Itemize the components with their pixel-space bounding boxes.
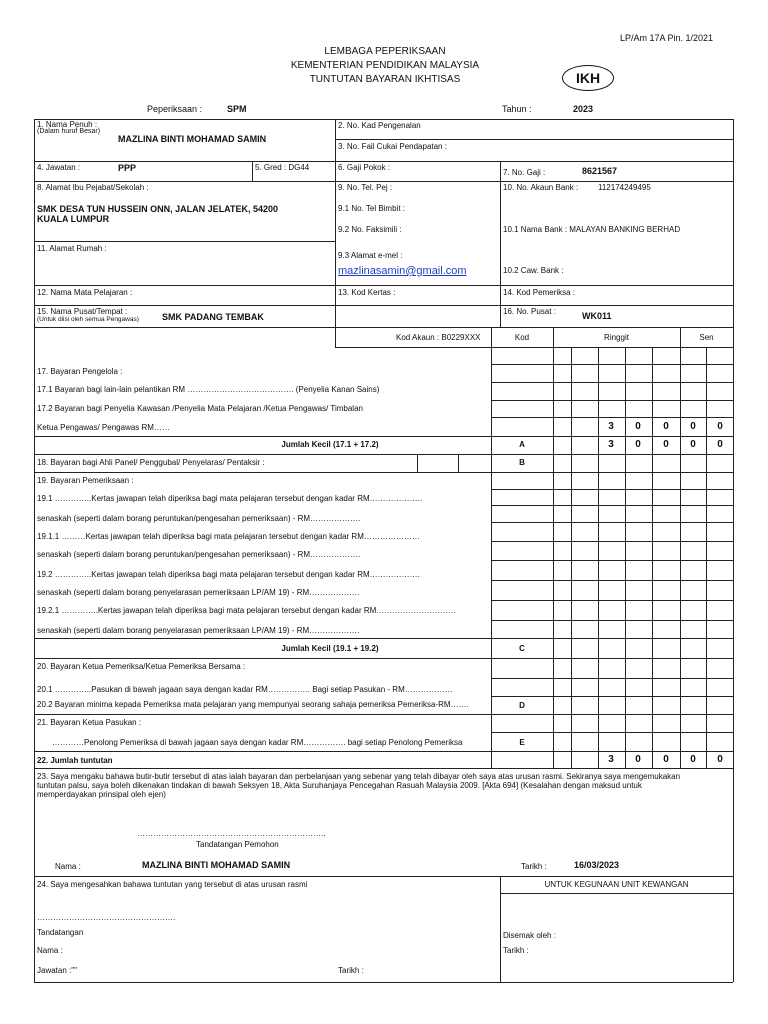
row-17-2-cont: Ketua Pengawas/ Pengawas RM…… bbox=[37, 423, 170, 432]
row-19-1-cont: senaskah (seperti dalam borang peruntukan/pengesahan pemeriksaan) - RM………………. bbox=[37, 514, 361, 523]
row-19-2-label: 19.2 …………..Kertas jawapan telah diperiksa bagi mata pelajaran tersebut dengan kadar RM………………. bbox=[37, 570, 420, 579]
field-7-label: 7. No. Gaji : bbox=[503, 168, 546, 177]
certifier-signature-line[interactable]: ……………………………………………. bbox=[37, 913, 176, 922]
declaration-line-1: 23. Saya mengaku bahawa butir-butir tersebut di atas ialah bayaran dan perbelanjaan yang sebenar yang telah dibayar oleh saya atas urusan rasmi. Sekiranya saya mengemukakan bbox=[37, 772, 681, 781]
row-20-1-label: 20.1 …………..Pasukan di bawah jagaan saya dengan kadar RM……………. Bagi setiap Pasukan - RM……………… bbox=[37, 685, 453, 694]
subtotal-a-code: A bbox=[519, 440, 525, 449]
account-code: Kod Akaun : B0229XXX bbox=[396, 333, 481, 342]
form-code: LP/Am 17A Pin. 1/2021 bbox=[620, 33, 714, 43]
row-19-1-label: 19.1 …………..Kertas jawapan telah diperiksa bagi mata pelajaran tersebut dengan kadar RM……………….. bbox=[37, 494, 423, 503]
field-1-sub: (Dalam huruf Besar) bbox=[37, 128, 101, 135]
finance-date-label: Tarikh : bbox=[503, 946, 529, 955]
row-20-code: D bbox=[519, 701, 525, 710]
field-13-label: 13. Kod Kertas : bbox=[338, 288, 396, 297]
subtotal-c-label: Jumlah Kecil (19.1 + 19.2) bbox=[281, 644, 379, 653]
exam-label: Peperiksaan : bbox=[147, 104, 203, 114]
col-code-header: Kod bbox=[514, 333, 530, 342]
field-2-label: 2. No. Kad Pengenalan bbox=[338, 121, 421, 130]
field-15-sub: (Untuk diisi oleh semua Pengawas) bbox=[37, 316, 139, 323]
applicant-signature-line[interactable]: …………………………………………………………….. bbox=[137, 829, 326, 838]
row-19-1-1-cont: senaskah (seperti dalam borang peruntukan/pengesahan pemeriksaan) - RM………………. bbox=[37, 550, 361, 559]
checked-by-label: Disemak oleh : bbox=[503, 931, 556, 940]
applicant-name-value[interactable]: MAZLINA BINTI MOHAMAD SAMIN bbox=[142, 860, 291, 870]
subtotal-a-digit[interactable]: 0 bbox=[690, 439, 696, 450]
row-17-2-digit[interactable]: 0 bbox=[690, 421, 696, 432]
row-17-2-digit[interactable]: 0 bbox=[635, 421, 641, 432]
field-9-label: 9. No. Tel. Pej : bbox=[338, 183, 393, 192]
row-17-2-label: 17.2 Bayaran bagi Penyelia Kawasan /Penyelia Mata Pelajaran /Ketua Pengawas/ Timbalan bbox=[37, 404, 363, 413]
centre-name-value[interactable]: SMK PADANG TEMBAK bbox=[162, 312, 264, 322]
subtotal-a-digit[interactable]: 0 bbox=[635, 439, 641, 450]
row-19-2-cont: senaskah (seperti dalam borang penyelarasan pemeriksaan LP/AM 19) - RM………………. bbox=[37, 588, 360, 597]
field-11-label: 11. Alamat Rumah : bbox=[37, 244, 107, 253]
row-17-1-label: 17.1 Bayaran bagi lain-lain pelantikan RM …………………………………. (Penyelia Kanan Sains) bbox=[37, 385, 380, 394]
total-claim-digit[interactable]: 3 bbox=[608, 754, 614, 765]
total-claim-digit[interactable]: 0 bbox=[690, 754, 696, 765]
year-value[interactable]: 2023 bbox=[573, 104, 594, 114]
header-line-3: TUNTUTAN BAYARAN IKHTISAS bbox=[309, 74, 461, 85]
field-10-1-label: 10.1 Nama Bank : MALAYAN BANKING BERHAD bbox=[503, 225, 681, 234]
total-claim-digit[interactable]: 0 bbox=[717, 754, 723, 765]
row-21-label: 21. Bayaran Ketua Pasukan : bbox=[37, 718, 142, 727]
field-12-label: 12. Nama Mata Pelajaran : bbox=[37, 288, 133, 297]
field-6-label: 6. Gaji Pokok : bbox=[338, 163, 391, 172]
applicant-name-label: Nama : bbox=[55, 862, 81, 871]
header-line-2: KEMENTERIAN PENDIDIKAN MALAYSIA bbox=[290, 60, 480, 71]
row-17-2-digit[interactable]: 0 bbox=[663, 421, 669, 432]
field-16-label: 16. No. Pusat : bbox=[503, 307, 556, 316]
col-sen-header: Sen bbox=[699, 333, 714, 342]
email-value[interactable]: mazlinasamin@gmail.com bbox=[338, 265, 467, 277]
ikh-logo: IKH bbox=[562, 65, 614, 91]
applicant-signature-label: Tandatangan Pemohon bbox=[196, 840, 279, 849]
subtotal-a-label: Jumlah Kecil (17.1 + 17.2) bbox=[281, 440, 379, 449]
declaration-line-3: memperdayakan prinsipal oleh ejen) bbox=[37, 790, 166, 799]
field-4-label: 4. Jawatan : bbox=[37, 163, 81, 172]
field-9-2-label: 9.2 No. Faksimili : bbox=[338, 225, 402, 234]
declaration-date-value[interactable]: 16/03/2023 bbox=[574, 860, 620, 870]
subtotal-a-digit[interactable]: 0 bbox=[717, 439, 723, 450]
row-19-1-1-label: 19.1.1 ………Kertas jawapan telah diperiksa bagi mata pelajaran tersebut dengan kadar RM………………… bbox=[37, 532, 420, 541]
row-18-label: 18. Bayaran bagi Ahli Panel/ Penggubal/ Penyelaras/ Pentaksir : bbox=[37, 458, 265, 467]
field-10-2-label: 10.2 Caw. Bank : bbox=[503, 266, 564, 275]
field-10-label: 10. No. Akaun Bank : bbox=[503, 183, 579, 192]
header-line-1: LEMBAGA PEPERIKSAAN bbox=[324, 46, 446, 57]
row-19-2-1-label: 19.2.1 …………..Kertas jawapan telah diperiksa bagi mata pelajaran tersebut dengan kadar RM………………………… bbox=[37, 606, 457, 615]
finance-unit-title: UNTUK KEGUNAAN UNIT KEWANGAN bbox=[544, 880, 689, 889]
certification-text: 24. Saya mengesahkan bahawa tuntutan yang tersebut di atas urusan rasmi bbox=[37, 880, 308, 889]
row-17-label: 17. Bayaran Pengelola : bbox=[37, 367, 123, 376]
row-20-2-label: 20.2 Bayaran minima kepada Pemeriksa mata pelajaran yang mempunyai seorang sahaja pemeriksa Pemeriksa-RM……. bbox=[37, 700, 469, 709]
office-address-line-2[interactable]: KUALA LUMPUR bbox=[37, 214, 110, 224]
subtotal-c-code: C bbox=[519, 644, 525, 653]
subtotal-a-digit[interactable]: 3 bbox=[608, 439, 614, 450]
row-21-code: E bbox=[519, 738, 525, 747]
total-claim-digit[interactable]: 0 bbox=[635, 754, 641, 765]
total-claim-digit[interactable]: 0 bbox=[663, 754, 669, 765]
row-17-2-digit[interactable]: 3 bbox=[608, 421, 614, 432]
certifier-name-label: Nama : bbox=[37, 946, 63, 955]
field-5-label: 5. Gred : DG44 bbox=[255, 163, 310, 172]
exam-value[interactable]: SPM bbox=[227, 104, 247, 114]
field-1-label: 1. Nama Penuh : bbox=[37, 120, 98, 129]
row-21-1-label: …………Penolong Pemeriksa di bawah jagaan saya dengan kadar RM……………. bagi setiap Penolong Pemeriksa bbox=[52, 738, 463, 747]
office-address-line-1[interactable]: SMK DESA TUN HUSSEIN ONN, JALAN JELATEK, 54200 bbox=[37, 204, 279, 214]
field-15-label: 15. Nama Pusat/Tempat : bbox=[37, 307, 128, 316]
row-19-2-1-cont: senaskah (seperti dalam borang penyelarasan pemeriksaan LP/AM 19) - RM………………. bbox=[37, 626, 360, 635]
certifier-date-label: Tarikh : bbox=[338, 966, 364, 975]
row-19-label: 19. Bayaran Pemeriksaan : bbox=[37, 476, 134, 485]
year-label: Tahun : bbox=[502, 104, 532, 114]
bank-account-value[interactable]: 112174249495 bbox=[598, 183, 651, 192]
full-name-value[interactable]: MAZLINA BINTI MOHAMAD SAMIN bbox=[118, 134, 267, 144]
row-17-2-digit[interactable]: 0 bbox=[717, 421, 723, 432]
declaration-date-label: Tarikh : bbox=[521, 862, 547, 871]
field-14-label: 14. Kod Pemeriksa : bbox=[503, 288, 576, 297]
row-20-label: 20. Bayaran Ketua Pemeriksa/Ketua Pemeriksa Bersama : bbox=[37, 662, 246, 671]
total-claim-label: 22. Jumlah tuntutan bbox=[37, 756, 113, 765]
centre-no-value[interactable]: WK011 bbox=[582, 311, 612, 321]
field-8-label: 8. Alamat Ibu Pejabat/Sekolah : bbox=[37, 183, 149, 192]
salary-no-value[interactable]: 8621567 bbox=[582, 166, 618, 176]
row-18-code: B bbox=[519, 458, 525, 467]
col-ringgit-header: Ringgit bbox=[604, 333, 629, 342]
field-9-1-label: 9.1 No. Tel Bimbit : bbox=[338, 204, 405, 213]
subtotal-a-digit[interactable]: 0 bbox=[663, 439, 669, 450]
declaration-line-2: tuntutan palsu, saya boleh dikenakan tindakan di bawah Seksyen 18, Akta Suruhanjaya Pencegahan Rasuah Malaysia 2009. [Akta 694] (Kesalahan dengan maksud untuk bbox=[37, 781, 642, 790]
field-9-3-label: 9.3 Alamat e-mel : bbox=[338, 251, 403, 260]
field-3-label: 3. No. Fail Cukai Pendapatan : bbox=[338, 142, 447, 151]
position-value[interactable]: PPP bbox=[118, 163, 137, 173]
certifier-signature-label: Tandatangan bbox=[37, 928, 84, 937]
certifier-position-label: Jawatan :"" bbox=[37, 966, 77, 975]
